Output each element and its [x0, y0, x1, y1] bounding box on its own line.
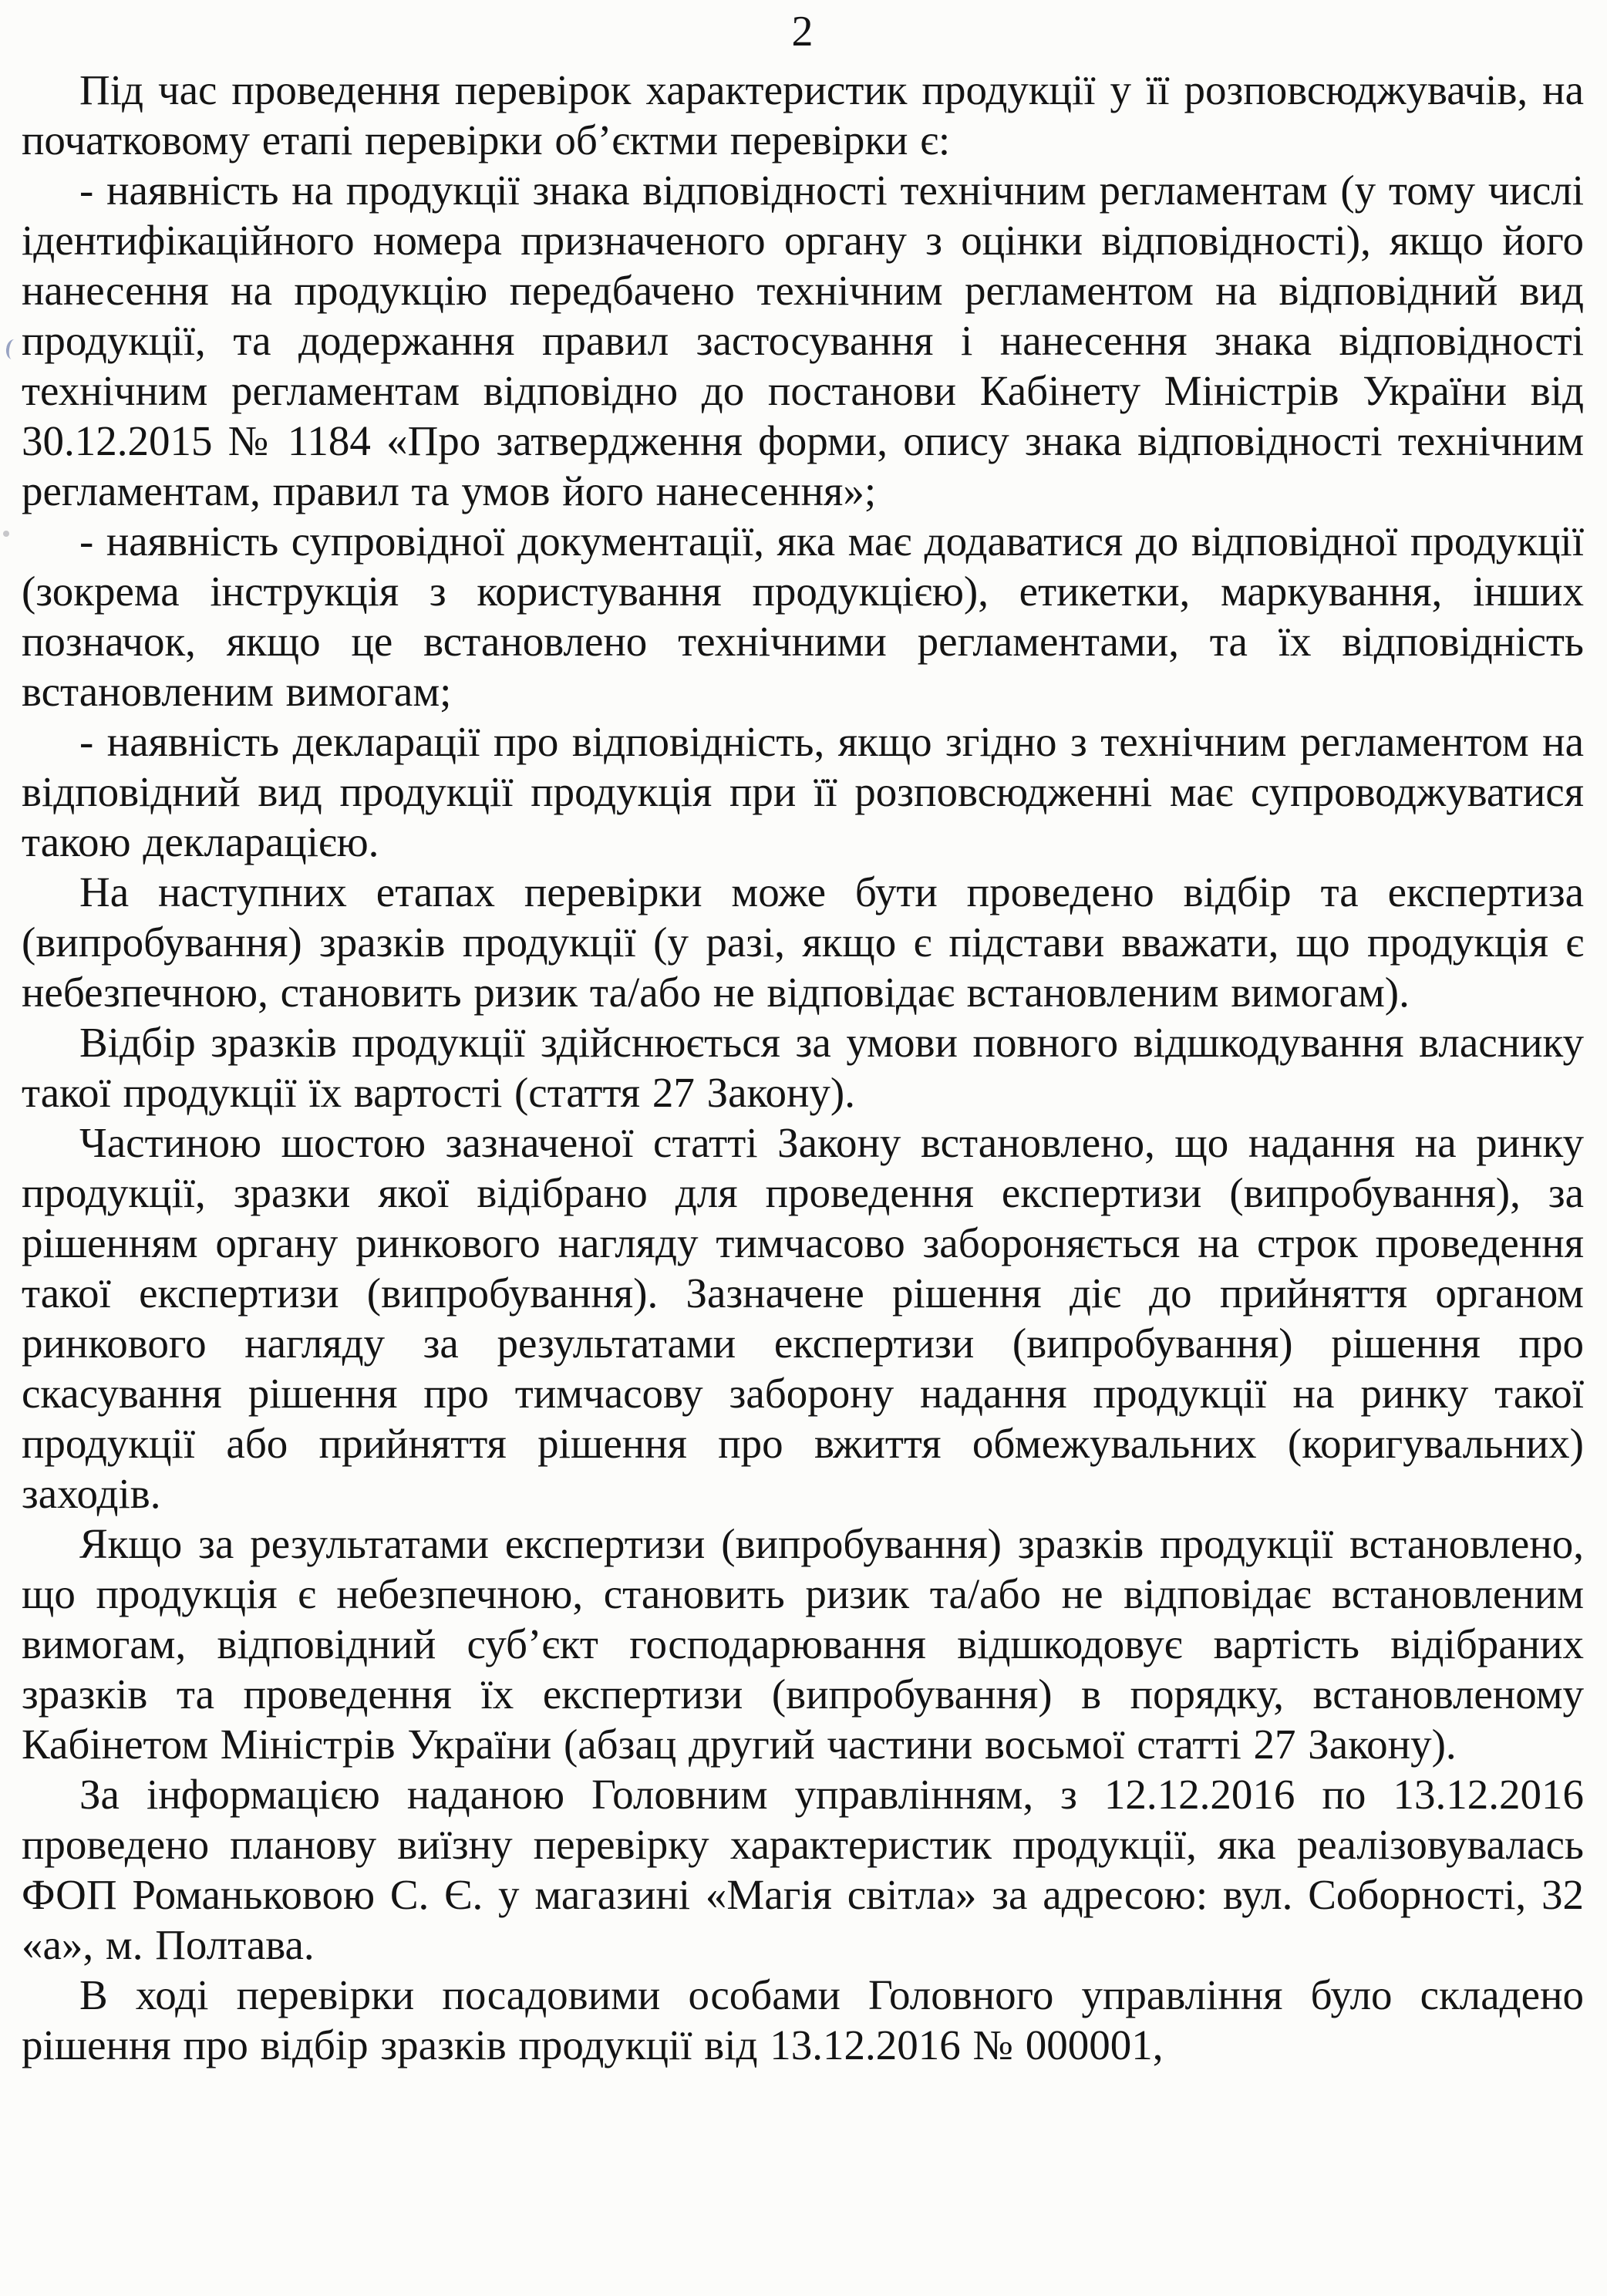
paragraph-next-stages: На наступних етапах перевірки може бути проведено відбір та експертиза (випробування) зразків продукції (у разі, якщо є підстави вважати, що продукція є небезпечною, становить ризик та/або не відповідає встановленим вимогам).: [22, 868, 1584, 1016]
paragraph-part-six-article: Частиною шостою зазначеної статті Закону встановлено, що надання на ринку продукції, зразки якої відібрано для проведення експертизи (випробування), за рішенням органу ринкового нагляду тимчасово забороняється на строк проведення такої експертизи (випробування). Зазначене рішення діє до прийняття органом ринкового нагляду за результатами експертизи (випробування) рішення про скасування рішення про тимчасову заборону надання продукції на ринку такої продукції або прийняття рішення про вжиття обмежувальних (коригувальних) заходів.: [22, 1119, 1584, 1517]
scan-artifact-mark: [5, 339, 21, 360]
paragraph-list-item-accompanying-docs: - наявність супровідної документації, яка має додаватися до відповідної продукції (зокрема інструкція з користування продукцією), етикетки, маркування, інших позначок, якщо це встановлено технічними регламентами, та їх відповідність встановленим вимогам;: [22, 518, 1584, 715]
paragraph-list-item-conformity-mark: - наявність на продукції знака відповідності технічним регламентам (у тому числі ідентифікаційного номера призначеного органу з оцінки відповідності), якщо його нанесення на продукцію передбачено технічним регламентом на відповідний вид продукції, та додержання правил застосування і нанесення знака відповідності технічним регламентам відповідно до постанови Кабінету Міністрів України від 30.12.2015 № 1184 «Про затвердження форми, опису знака відповідності технічним регламентам, правил та умов його нанесення»;: [22, 167, 1584, 514]
paragraph-sampling-compensation: Відбір зразків продукції здійснюється за умови повного відшкодування власнику такої продукції їх вартості (стаття 27 Закону).: [22, 1019, 1584, 1116]
paragraph-intro: Під час проведення перевірок характеристик продукції у її розповсюджувачів, на початковому етапі перевірки об’єктми перевірки є:: [22, 66, 1584, 164]
scan-artifact-speck: [3, 531, 9, 537]
paragraph-list-item-declaration: - наявність декларації про відповідність, якщо згідно з технічним регламентом на відповідний вид продукції продукція при її розповсюдженні має супроводжуватися такою декларацією.: [22, 718, 1584, 865]
paragraph-expertise-results: Якщо за результатами експертизи (випробування) зразків продукції встановлено, що продукція є небезпечною, становить ризик та/або не відповідає встановленим вимогам, відповідний суб’єкт господарювання відшкодовує вартість відібраних зразків та проведення їх експертизи (випробування) в порядку, встановленому Кабінетом Міністрів України (абзац другий частини восьмої статті 27 Закону).: [22, 1520, 1584, 1768]
page-number: 2: [791, 8, 814, 56]
document-body: [22, 65, 1584, 2070]
paragraph-sampling-decision: В ході перевірки посадовими особами Головного управління було складено рішення про відбір зразків продукції від 13.12.2016 № 000001,: [22, 1971, 1584, 2068]
paragraph-inspection-info: За інформацією наданою Головним управлінням, з 12.12.2016 по 13.12.2016 проведено планову виїзну перевірку характеристик продукції, яка реалізовувалась ФОП Романьковою С. Є. у магазині «Магія світла» за адресою: вул. Соборності, 32 «а», м. Полтава.: [22, 1771, 1584, 1968]
